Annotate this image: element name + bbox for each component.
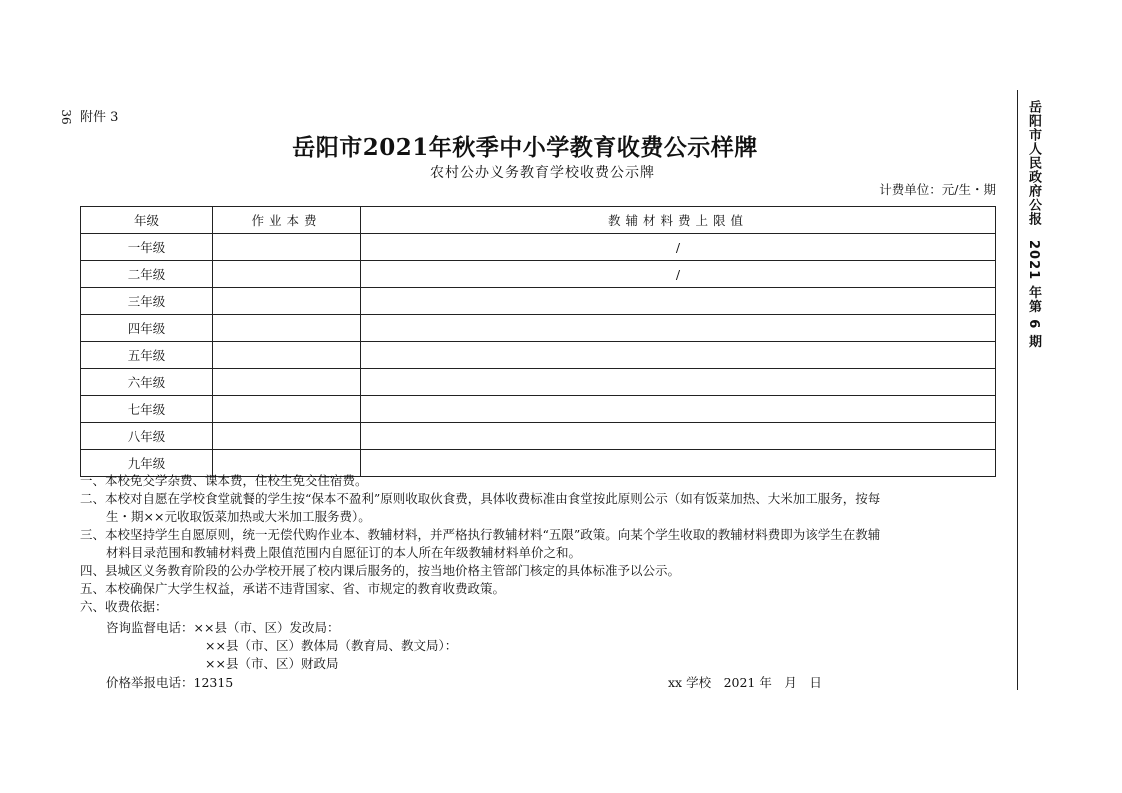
exercise-book-cell — [213, 315, 361, 342]
materials-cell — [361, 288, 996, 315]
table-row — [81, 315, 996, 342]
materials-cell — [361, 423, 996, 450]
notes-list — [80, 472, 996, 616]
school-signature-date: xx 学校 2021 年 月 日 — [668, 675, 822, 690]
grade-cell: 五年级 — [81, 342, 213, 369]
note-text: 五、本校确保广大学生权益，承诺不违背国家、省、市规定的教育收费政策。 — [80, 581, 506, 596]
grade-cell: 九年级 — [81, 450, 213, 477]
finance-bureau-line: ××县（市、区）财政局 — [205, 656, 339, 671]
exercise-book-cell — [213, 261, 361, 288]
materials-cell: / — [361, 261, 996, 288]
exercise-book-cell — [213, 369, 361, 396]
document-title: 岳阳市2021年秋季中小学教育收费公示样牌 — [292, 134, 758, 161]
table-row — [81, 423, 996, 450]
materials-cell — [361, 369, 996, 396]
note-item — [80, 490, 996, 526]
note-item — [80, 526, 996, 562]
grade-cell: 一年级 — [81, 234, 213, 261]
grade-cell: 二年级 — [81, 261, 213, 288]
grade-cell: 三年级 — [81, 288, 213, 315]
note-item — [80, 580, 996, 598]
fee-table — [80, 206, 996, 477]
grade-cell: 七年级 — [81, 396, 213, 423]
header-grade: 年级 — [81, 207, 213, 234]
grade-cell: 八年级 — [81, 423, 213, 450]
note-item — [80, 472, 996, 490]
exercise-book-cell — [213, 288, 361, 315]
education-bureau-line: ××县（市、区）教体局（教育局、教文局）： — [205, 638, 458, 653]
gazette-running-header: 岳阳市人民政府公报 2021 年第 6 期 — [1026, 100, 1041, 349]
note-continuation: 材料目录范围和教辅材料费上限值范围内自愿征订的本人所在年级教辅材料单价之和。 — [106, 545, 582, 560]
header-exercise-book-fee: 作业本费 — [213, 207, 361, 234]
document-subtitle: 农村公办义务教育学校收费公示牌 — [430, 165, 655, 181]
note-text: 三、本校坚持学生自愿原则，统一无偿代购作业本、教辅材料，并严格执行教辅材料“五限”政策。向某个学生收取的教辅材料费即为该学生在教辅 — [80, 527, 881, 542]
note-continuation: 生・期××元收取饭菜加热或大米加工服务费）。 — [106, 509, 371, 524]
note-text: 四、县城区义务教育阶段的公办学校开展了校内课后服务的，按当地价格主管部门核定的具体标准予以公示。 — [80, 563, 681, 578]
exercise-book-cell — [213, 342, 361, 369]
table-row — [81, 342, 996, 369]
exercise-book-cell — [213, 423, 361, 450]
note-item — [80, 562, 996, 580]
note-text: 六、收费依据： — [80, 599, 168, 614]
note-text: 一、本校免交学杂费、课本费，住校生免交住宿费。 — [80, 473, 368, 488]
table-row — [81, 234, 996, 261]
supervision-phone-label: 咨询监督电话：××县（市、区）发改局： — [106, 620, 340, 635]
materials-cell — [361, 396, 996, 423]
table-row — [81, 288, 996, 315]
note-item — [80, 598, 996, 616]
page-number: 36 — [59, 109, 73, 125]
materials-cell: / — [361, 234, 996, 261]
table-row — [81, 396, 996, 423]
sidebar-divider — [1017, 90, 1018, 690]
materials-cell — [361, 315, 996, 342]
billing-unit: 计费单位：元/生・期 — [879, 182, 996, 197]
table-row — [81, 369, 996, 396]
exercise-book-cell — [213, 234, 361, 261]
price-hotline: 价格举报电话：12315 — [106, 675, 234, 690]
exercise-book-cell — [213, 396, 361, 423]
table-header-row — [81, 207, 996, 234]
grade-cell: 四年级 — [81, 315, 213, 342]
annex-label: 附件 3 — [80, 110, 119, 125]
materials-cell — [361, 342, 996, 369]
note-text: 二、本校对自愿在学校食堂就餐的学生按“保本不盈利”原则收取伙食费，具体收费标准由食堂按此原则公示（如有饭菜加热、大米加工服务，按每 — [80, 491, 881, 506]
header-materials-fee-cap: 教辅材料费上限值 — [361, 207, 996, 234]
table-row — [81, 261, 996, 288]
grade-cell: 六年级 — [81, 369, 213, 396]
